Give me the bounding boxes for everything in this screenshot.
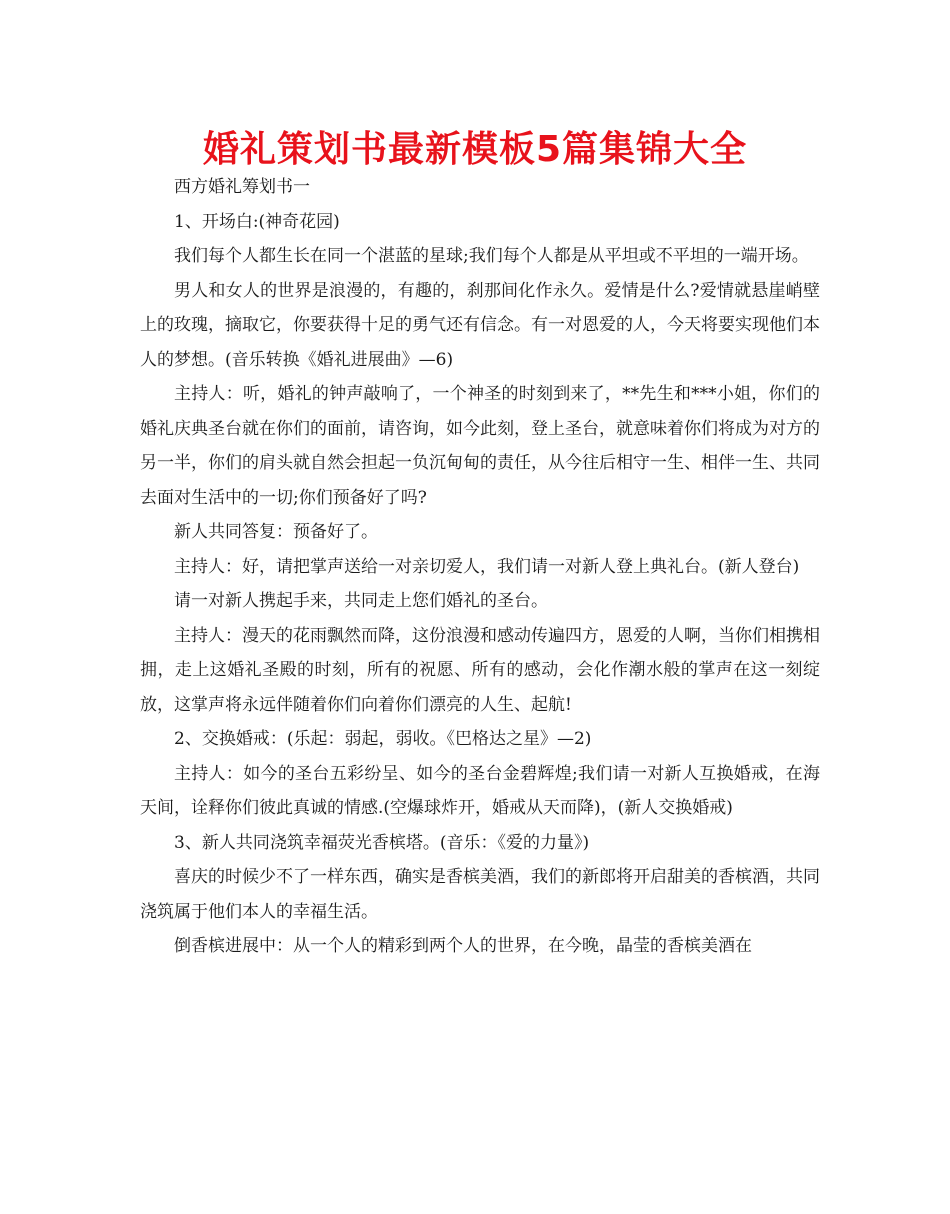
paragraph: 主持人：如今的圣台五彩纷呈、如今的圣台金碧辉煌;我们请一对新人互换婚戒，在海天间，诠释你们彼此真诚的情感.(空爆球炸开，婚戒从天而降)，(新人交换婚戒) xyxy=(140,763,820,818)
paragraph: 3、新人共同浇筑幸福荧光香槟塔。(音乐：《爱的力量》) xyxy=(174,832,590,853)
paragraph: 2、交换婚戒：(乐起：弱起，弱收。《巴格达之星》—2) xyxy=(174,729,592,749)
paragraph: 主持人：听，婚礼的钟声敲响了，一个神圣的时刻到来了，**先生和***小姐，你们的婚礼庆典圣台就在你们的面前，请咨询，如今此刻，登上圣台，就意味着你们将成为对方的另一半，你们的肩头就自然会担起一负沉甸甸的责任，从今往后相守一生、相伴一生、共同去面对生活中的一切;你们预备好了吗? xyxy=(140,384,820,508)
paragraph: 请一对新人携起手来，共同走上您们婚礼的圣台。 xyxy=(174,591,548,611)
paragraph: 倒香槟进展中：从一个人的精彩到两个人的世界，在今晚，晶莹的香槟美酒在 xyxy=(174,936,752,956)
paragraph: 男人和女人的世界是浪漫的，有趣的，刹那间化作永久。爱情是什么?爱情就悬崖峭壁上的玫瑰，摘取它，你要获得十足的勇气还有信念。有一对恩爱的人，今天将要实现他们本人的梦想。(音乐转换《婚礼进展曲》—6) xyxy=(140,280,820,370)
document-title: 婚礼策划书最新模板5篇集锦大全 xyxy=(202,129,748,170)
paragraph: 新人共同答复：预备好了。 xyxy=(174,522,378,542)
paragraph: 1、开场白:(神奇花园) xyxy=(174,211,340,232)
document-body xyxy=(140,170,820,964)
paragraph: 喜庆的时候少不了一样东西，确实是香槟美酒，我们的新郎将开启甜美的香槟酒，共同浇筑属于他们本人的幸福生活。 xyxy=(140,867,820,922)
paragraph: 主持人：漫天的花雨飘然而降，这份浪漫和感动传遍四方，恩爱的人啊，当你们相携相拥，走上这婚礼圣殿的时刻，所有的祝愿、所有的感动，会化作潮水般的掌声在这一刻绽放，这掌声将永远伴随着你们向着你们漂亮的人生、起航! xyxy=(140,625,820,715)
paragraph: 主持人：好，请把掌声送给一对亲切爱人，我们请一对新人登上典礼台。(新人登台) xyxy=(174,556,800,577)
paragraph: 我们每个人都生长在同一个湛蓝的星球;我们每个人都是从平坦或不平坦的一端开场。 xyxy=(174,246,809,266)
paragraph: 西方婚礼筹划书一 xyxy=(174,177,310,197)
